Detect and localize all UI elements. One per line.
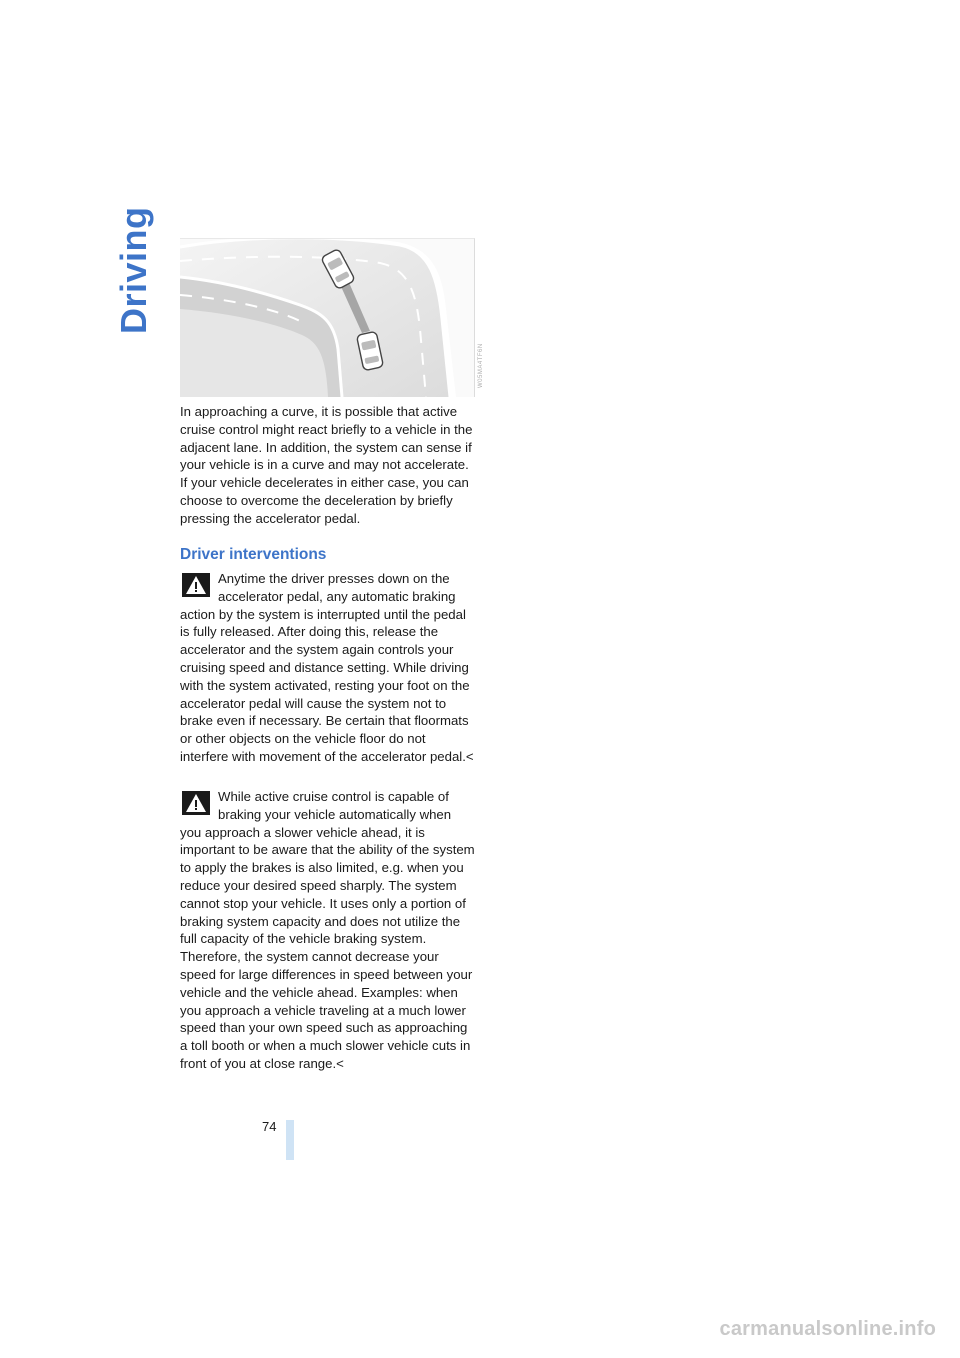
warning-text-2: While active cruise control is capable of braking your vehicle automatically when you approach a slower vehicle ahead, it is important to be aware that the ability of the system to apply the brakes is also limited, e.g. when you reduce your desired speed sharply. The system cannot stop your vehicle. It uses only a portion of braking system capacity and does not utilize the full capacity of the vehicle braking system. Therefore, the system cannot decrease your speed for large differences in speed between your vehicle and the vehicle ahead. Examples: when you approach a vehicle traveling at a much lower speed than your own speed such as approaching a toll booth or when a much slower vehicle cuts in front of you at close range. — [180, 789, 475, 1071]
warning-block-1 — [180, 570, 476, 766]
end-mark-2: < — [336, 1055, 344, 1071]
warning-text-1: Anytime the driver presses down on the accelerator pedal, any automatic braking action by the system is interrupted until the pedal is fully released. After doing this, release the accelerator and the system again controls your cruising speed and distance setting. While driving with the system activated, resting your foot on the accelerator pedal will cause the system not to brake even if necessary. Be certain that floormats or other objects on the vehicle floor do not interfere with movement of the accelerator pedal. — [180, 571, 470, 764]
page-number-bar — [286, 1120, 294, 1160]
warning-triangle-icon — [182, 791, 210, 815]
chapter-side-title — [113, 206, 154, 350]
section-heading: Driver interventions — [180, 546, 327, 563]
warning-block-2 — [180, 788, 476, 1073]
warning-triangle-icon — [182, 573, 210, 597]
end-mark-1: < — [465, 748, 474, 764]
illustration-code — [478, 340, 492, 390]
page-number: 74 — [262, 1119, 277, 1134]
intro-paragraph — [180, 403, 476, 528]
curve-illustration — [180, 238, 475, 397]
chapter-title-text: Driving — [113, 206, 154, 334]
intro-text: In approaching a curve, it is possible that active cruise control might react briefly to a vehicle in the adjacent lane. In addition, the system can sense if your vehicle is in a curve and may not accelerate. If your vehicle decelerates in either case, you can choose to overcome the deceleration by briefly pressing the accelerator pedal. — [180, 404, 473, 526]
watermark: carmanualsonline.info — [719, 1318, 936, 1340]
illustration-code-text: W05MA4TF6N — [478, 343, 484, 388]
road-curve-drawing — [180, 239, 474, 397]
